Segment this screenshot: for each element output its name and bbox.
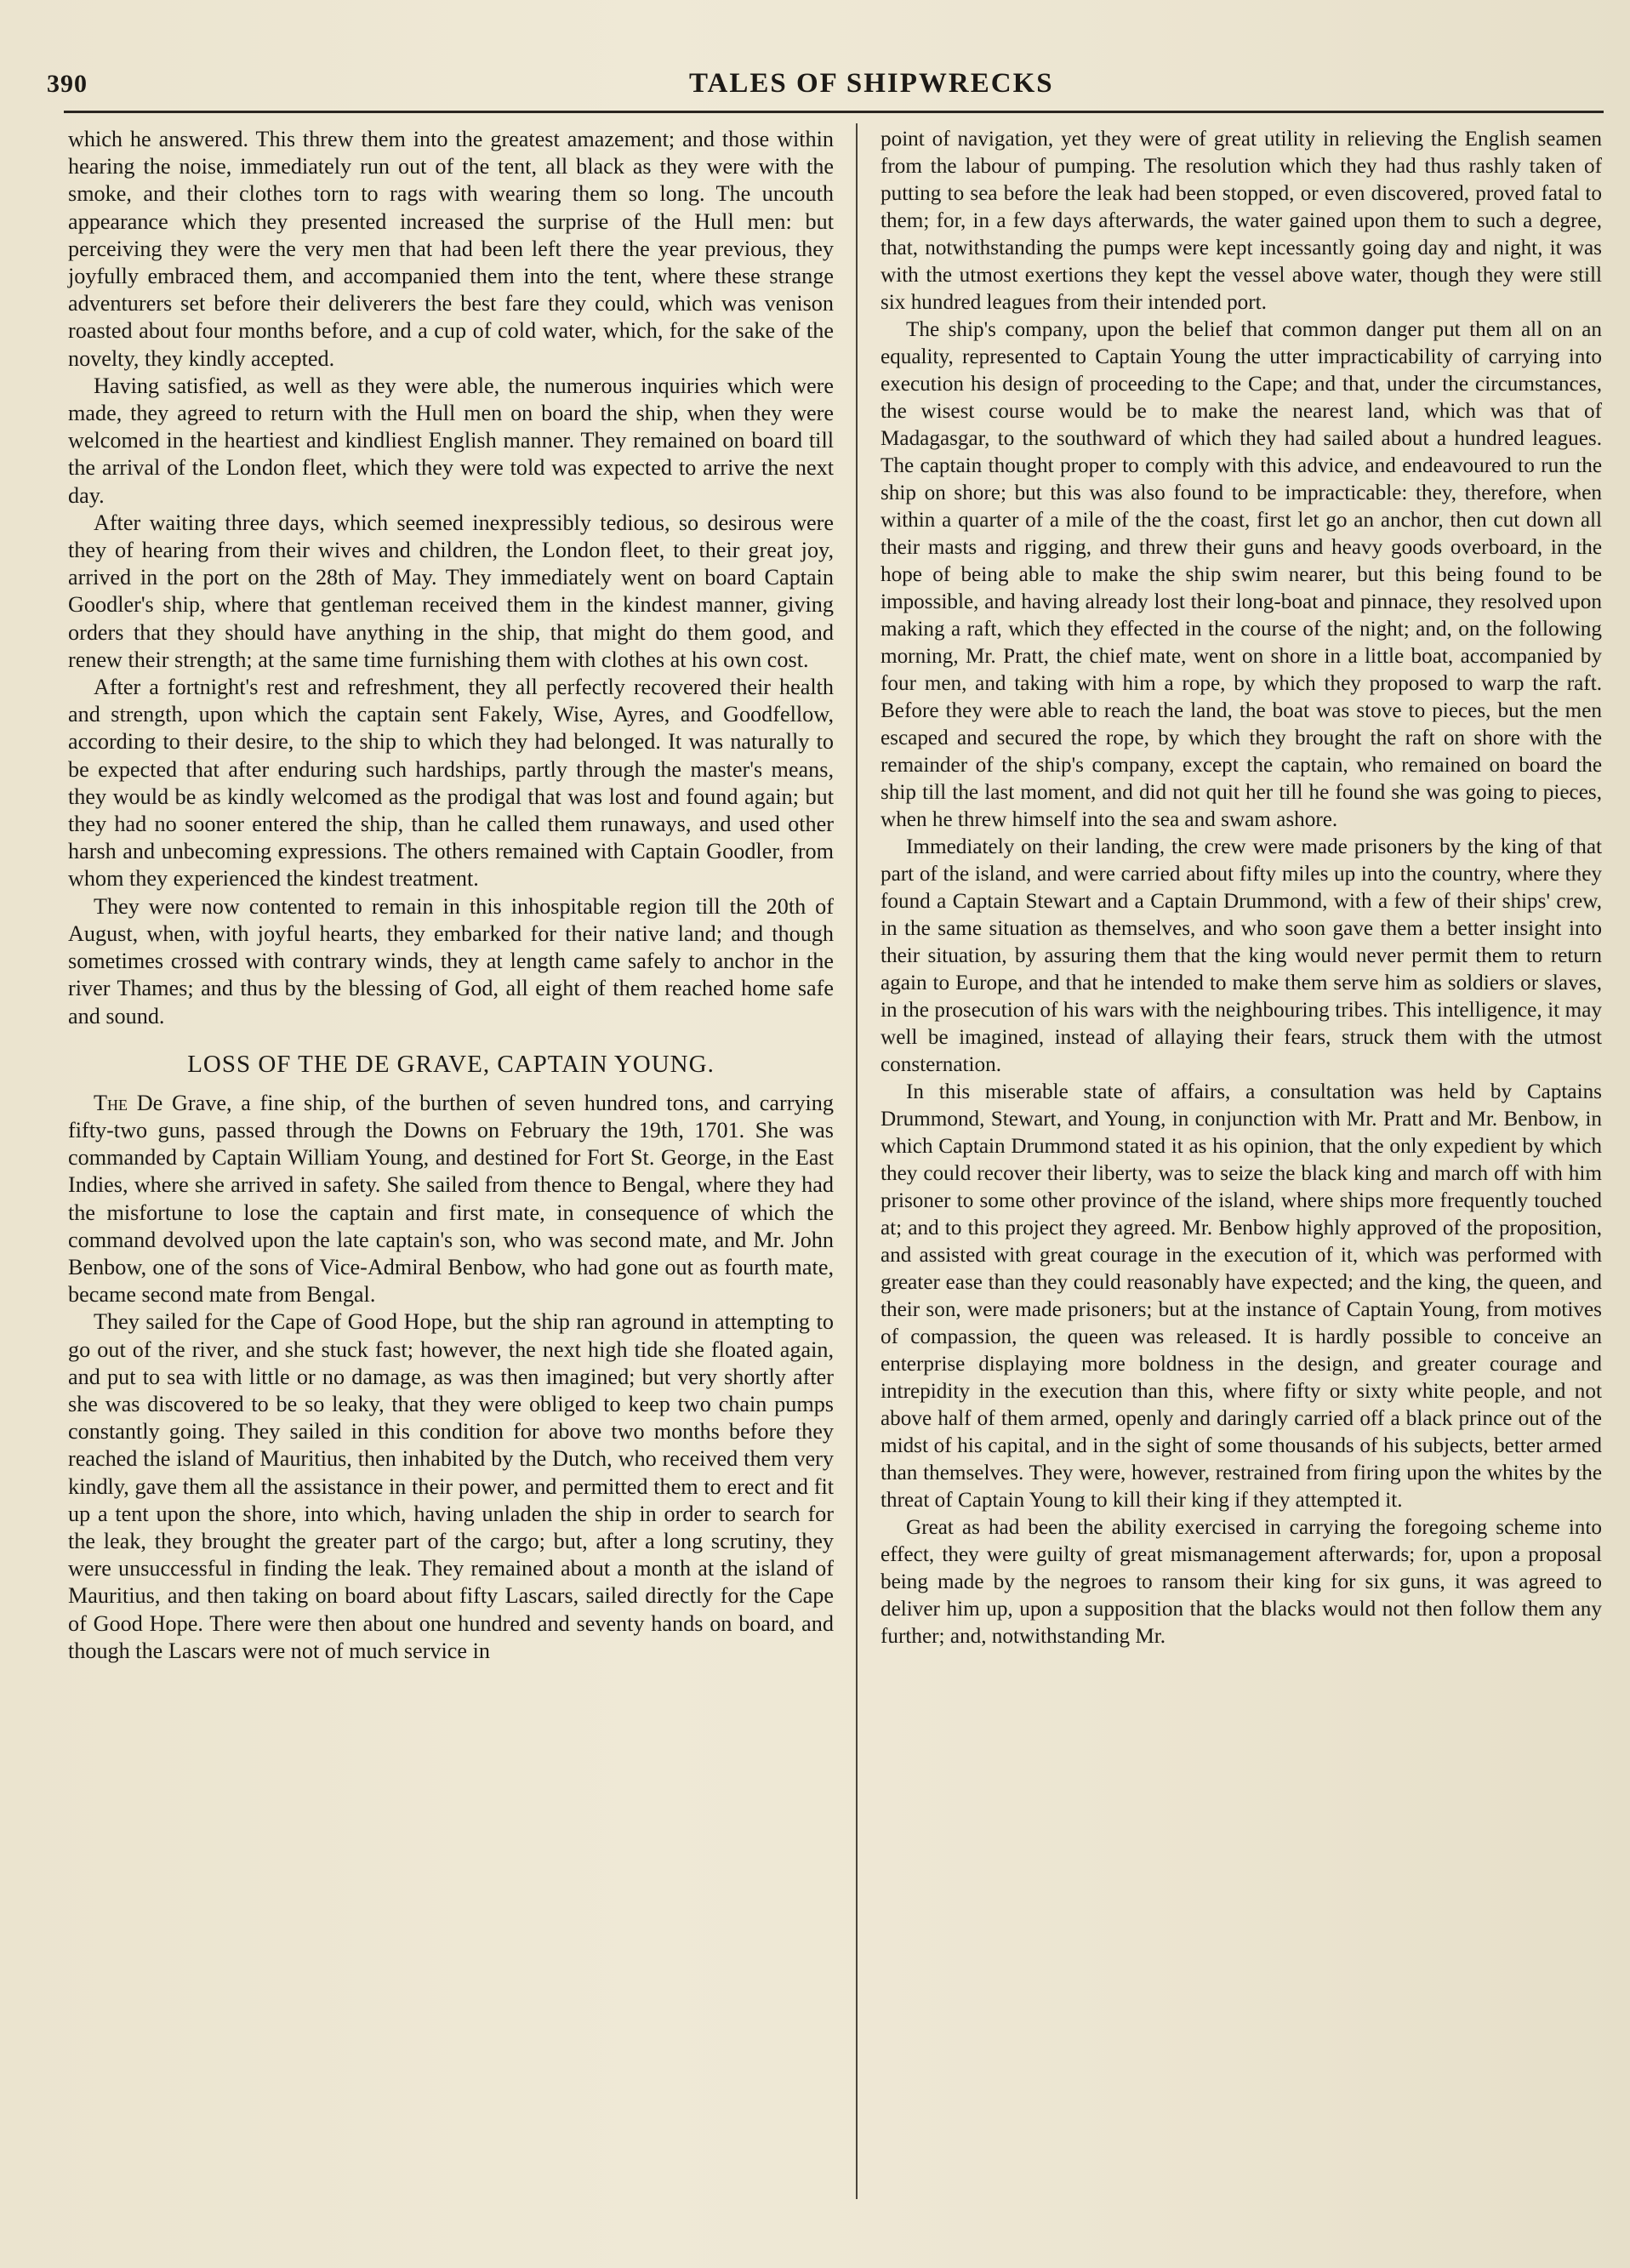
paragraph: After a fortnight's rest and refreshment, they all perfectly recovered their health and strength, upon which the captain sent Fakely, Wise, Ayres, and Goodfellow, according to their desire, to the ship to which they had belonged. It was naturally to be expected that after enduring such hardships, partly through the master's means, they would be as kindly welcomed as the prodigal that was lost and found again; but they had no sooner entered the ship, than he called them runaways, and used other harsh and unbecoming expressions. The others remained with Captain Goodler, from whom they experienced the kindest treatment. xyxy=(68,675,834,892)
paragraph xyxy=(68,1090,834,1309)
paragraph: The ship's company, upon the belief that common danger put them all on an equality, represented to Captain Young the utter impracticability of carrying into execution his design of proceeding to the Cape; and that, under the circumstances, the wisest course would be to make the nearest land, which was that of Madagasgar, to the southward of which they had sailed about a hundred leagues. The captain thought proper to comply with this advice, and endeavoured to run the ship on shore; but this was also found to be impracticable: they, therefore, when within a quarter of a mile of the the coast, first let go an anchor, then cut down all their masts and rigging, and threw their guns and heavy goods overboard, in the hope of being able to make the ship swim nearer, but this being found to be impossible, and having already lost their long-boat and pinnace, they resolved upon making a raft, which they effected in the course of the night; and, on the following morning, Mr. Pratt, the chief mate, went on shore in a little boat, accompanied by four men, and taking with him a rope, by which they proposed to warp the raft. Before they were able to reach the land, the boat was stove to pieces, but the men escaped and secured the rope, by which they brought the raft on shore with the remainder of the ship's company, except the captain, who remained on board the ship till the last moment, and did not quit her till he found she was going to pieces, when he threw himself into the sea and swam ashore. xyxy=(881,318,1602,831)
header-rule xyxy=(64,111,1604,113)
page-number: 390 xyxy=(47,70,88,98)
paragraph: Having satisfied, as well as they were able, the numerous inquiries which were made, they agreed to return with the Hull men on board the ship, when they were welcomed in the heartiest and kindliest English manner. They remained on board till the arrival of the London fleet, which they were told was expected to arrive the next day. xyxy=(68,373,834,508)
lead-word: The xyxy=(94,1090,128,1115)
running-head: TALES OF SHIPWRECKS xyxy=(689,68,1054,99)
section-title: LOSS OF THE DE GRAVE, CAPTAIN YOUNG. xyxy=(187,1050,715,1078)
paragraph: point of navigation, yet they were of great utility in relieving the English seamen from the labour of pumping. The resolution which they had thus rashly taken of putting to sea before the leak had been stopped, or even discovered, proved fatal to them; for, in a few days afterwards, the water gained upon them to such a degree, that, notwithstanding the pumps were kept incessantly going day and night, it was with the utmost exertions they kept the vessel above water, though they were still six hundred leagues from their intended port. xyxy=(881,128,1602,314)
paragraph: Immediately on their landing, the crew were made prisoners by the king of that part of the island, and were carried about fifty miles up into the country, where they found a Captain Stewart and a Captain Drummond, with a few of their ships' crew, in the same situation as themselves, and who soon gave them a better insight into their situation, by assuring them that the king would never permit them to return again to Europe, and that he intended to make them serve him as soldiers or slaves, in the prosecution of his wars with the neighbouring tribes. This intelligence, it may well be imagined, instead of allaying their fears, struck them with the utmost consternation. xyxy=(881,835,1602,1076)
left-column xyxy=(68,126,834,1665)
paragraph-text: De Grave, a fine ship, of the burthen of seven hundred tons, and carrying fifty-two guns, passed through the Downs on February the 19th, 1701. She was commanded by Captain William Young, and destined for Fort St. George, in the East Indies, where she arrived in safety. She sailed from thence to Bengal, where they had the misfortune to lose the captain and first mate, in consequence of which the command devolved upon the late captain's son, who was second mate, and Mr. John Benbow, one of the sons of Vice-Admiral Benbow, who had gone out as fourth mate, became second mate from Bengal. xyxy=(68,1090,834,1308)
column-divider xyxy=(856,123,858,2199)
right-column xyxy=(881,126,1602,1650)
page-header xyxy=(47,70,1604,112)
paragraph: Great as had been the ability exercised in carrying the foregoing scheme into effect, they were guilty of great mismanagement afterwards; for, upon a proposal being made by the negroes to ransom their king for six guns, it was agreed to deliver him up, upon a supposition that the blacks would not then follow them any further; and, notwithstanding Mr. xyxy=(881,1516,1602,1648)
paragraph: In this miserable state of affairs, a consultation was held by Captains Drummond, Stewart, and Young, in conjunction with Mr. Pratt and Mr. Benbow, in which Captain Drummond stated it as his opinion, that the only expedient by which they could recover their liberty, was to seize the black king and march off with him prisoner to some other province of the island, where ships more frequently touched at; and to this project they agreed. Mr. Benbow highly approved of the proposition, and assisted with great courage in the execution of it, which was performed with greater ease than they could reasonably have expected; and the king, the queen, and their son, were made prisoners; but at the instance of Captain Young, from motives of compassion, the queen was released. It is hardly possible to conceive an enterprise displaying more boldness in the design, and greater courage and intrepidity in the execution than this, where fifty or sixty white people, and not above half of them armed, openly and daringly carried off a black prince out of the midst of his capital, and in the sight of some thousands of his subjects, better armed than themselves. They were, however, restrained from firing upon the whites by the threat of Captain Young to kill their king if they attempted it. xyxy=(881,1080,1602,1512)
paragraph: They were now contented to remain in this inhospitable region till the 20th of August, when, with joyful hearts, they embarked for their native land; and though sometimes crossed with contrary winds, they at length came safely to anchor in the river Thames; and thus by the blessing of God, all eight of them reached home safe and sound. xyxy=(68,893,834,1029)
paragraph: which he answered. This threw them into the greatest amazement; and those within hearing the noise, immediately run out of the tent, all black as they were with the smoke, and their clothes torn to rags with wearing them so long. The uncouth appearance which they presented increased the surprise of the Hull men: but perceiving they were the very men that had been left there the year previous, they joyfully embraced them, and accompanied them into the tent, where these strange adventurers set before their deliverers the best fare they could, which was venison roasted about four months before, and a cup of cold water, which, for the sake of the novelty, they kindly accepted. xyxy=(68,127,834,371)
paragraph: They sailed for the Cape of Good Hope, but the ship ran aground in attempting to go out of the river, and she stuck fast; however, the next high tide she floated again, and put to sea with little or no damage, as was then imagined; but very shortly after she was discovered to be so leaky, that they were obliged to keep two chain pumps constantly going. They sailed in this condition for above two months before they reached the island of Mauritius, then inhabited by the Dutch, who received them very kindly, gave them all the assistance in their power, and permitted them to erect and fit up a tent upon the shore, into which, having unladen the ship in order to search for the leak, they brought the greater part of the cargo; but, after a long scrutiny, they were unsuccessful in finding the leak. They remained about a month at the island of Mauritius, and then taking on board about fifty Lascars, sailed directly for the Cape of Good Hope. There were then about one hundred and seventy hands on board, and though the Lascars were not of much service in xyxy=(68,1309,834,1663)
paragraph: After waiting three days, which seemed inexpressibly tedious, so desirous were they of hearing from their wives and children, the London fleet, to their great joy, arrived in the port on the 28th of May. They immediately went on board Captain Goodler's ship, where that gentleman received them in the kindest manner, giving orders that they should have anything in the ship, that might do them good, and renew their strength; at the same time furnishing them with clothes at his own cost. xyxy=(68,510,834,672)
